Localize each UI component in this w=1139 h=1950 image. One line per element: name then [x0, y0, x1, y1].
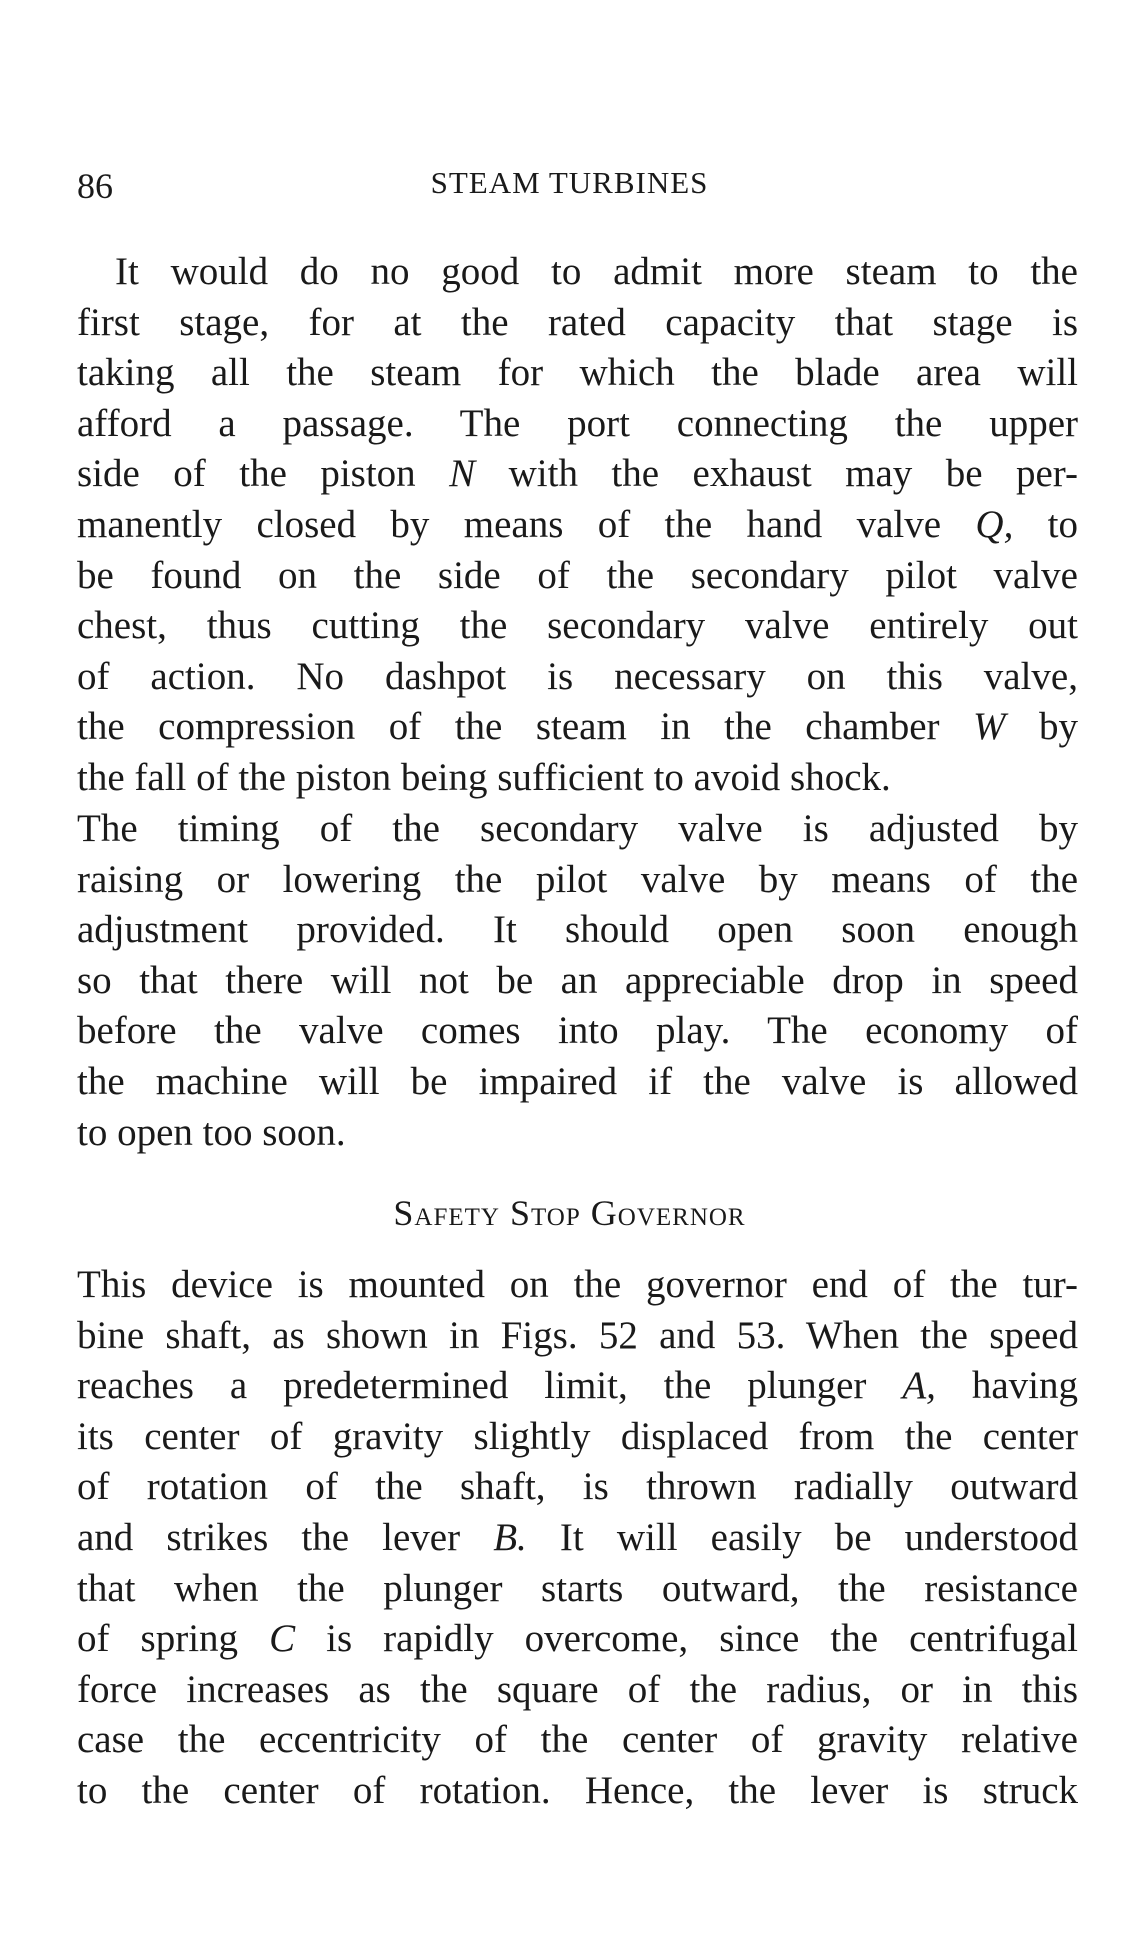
- text-line: and strikes the lever B. It will easily be understood: [77, 1515, 1078, 1559]
- italic-symbol: Q,: [975, 502, 1014, 546]
- text-line: the fall of the piston being sufficient to avoid shock.: [77, 755, 891, 799]
- text-line: of action. No dashpot is necessary on this valve,: [77, 654, 1078, 698]
- text-line: chest, thus cutting the secondary valve entirely out: [77, 604, 1078, 648]
- text-line: The timing of the secondary valve is adjusted by: [77, 807, 1078, 850]
- italic-symbol: B.: [493, 1515, 527, 1559]
- italic-symbol: C: [269, 1617, 296, 1661]
- text-line: bine shaft, as shown in Figs. 52 and 53. When the speed: [77, 1313, 1078, 1357]
- italic-symbol: A,: [902, 1364, 936, 1408]
- text-line: to the center of rotation. Hence, the lever is struck: [77, 1768, 1078, 1812]
- text-line: reaches a predetermined limit, the plunger A, having: [77, 1364, 1078, 1408]
- text-line: raising or lowering the pilot valve by means of the: [77, 857, 1078, 901]
- text-line: the compression of the steam in the chamber W by: [77, 705, 1079, 749]
- paragraph-3: [77, 1260, 1078, 1817]
- text-line: its center of gravity slightly displaced from the center: [77, 1414, 1078, 1458]
- section-heading: Safety Stop Governor: [393, 1193, 746, 1233]
- text-line: of rotation of the shaft, is thrown radially outward: [77, 1465, 1078, 1509]
- text-line: force increases as the square of the radius, or in this: [77, 1667, 1078, 1711]
- text-line: side of the piston N with the exhaust may be per-: [77, 452, 1079, 496]
- text-line: manently closed by means of the hand valve Q, to: [77, 502, 1078, 546]
- text-line: case the eccentricity of the center of gravity relative: [77, 1718, 1078, 1762]
- text-line: afford a passage. The port connecting the upper: [77, 401, 1078, 445]
- text-line: taking all the steam for which the blade area will: [77, 351, 1078, 395]
- text-line: This device is mounted on the governor end of the tur-: [77, 1263, 1078, 1306]
- text-line: adjustment provided. It should open soon enough: [77, 908, 1078, 952]
- text-line: It would do no good to admit more steam to the: [115, 250, 1078, 293]
- text-line: so that there will not be an appreciable drop in speed: [77, 958, 1078, 1002]
- text-line: to open too soon.: [77, 1110, 346, 1154]
- text-line: before the valve comes into play. The economy of: [77, 1009, 1078, 1053]
- text-line: of spring C is rapidly overcome, since the centrifugal: [77, 1617, 1078, 1661]
- running-title: STEAM TURBINES: [430, 165, 709, 200]
- text-line: that when the plunger starts outward, the resistance: [77, 1566, 1078, 1610]
- text-line: the machine will be impaired if the valve is allowed: [77, 1059, 1078, 1103]
- text-line: be found on the side of the secondary pilot valve: [77, 553, 1078, 597]
- italic-symbol: W: [973, 705, 1006, 749]
- text-line: first stage, for at the rated capacity that stage is: [77, 300, 1078, 344]
- page-number: 86: [77, 166, 113, 206]
- paragraph-2: [77, 804, 1078, 1158]
- italic-symbol: N: [449, 452, 476, 496]
- paragraph-1: [77, 247, 1078, 804]
